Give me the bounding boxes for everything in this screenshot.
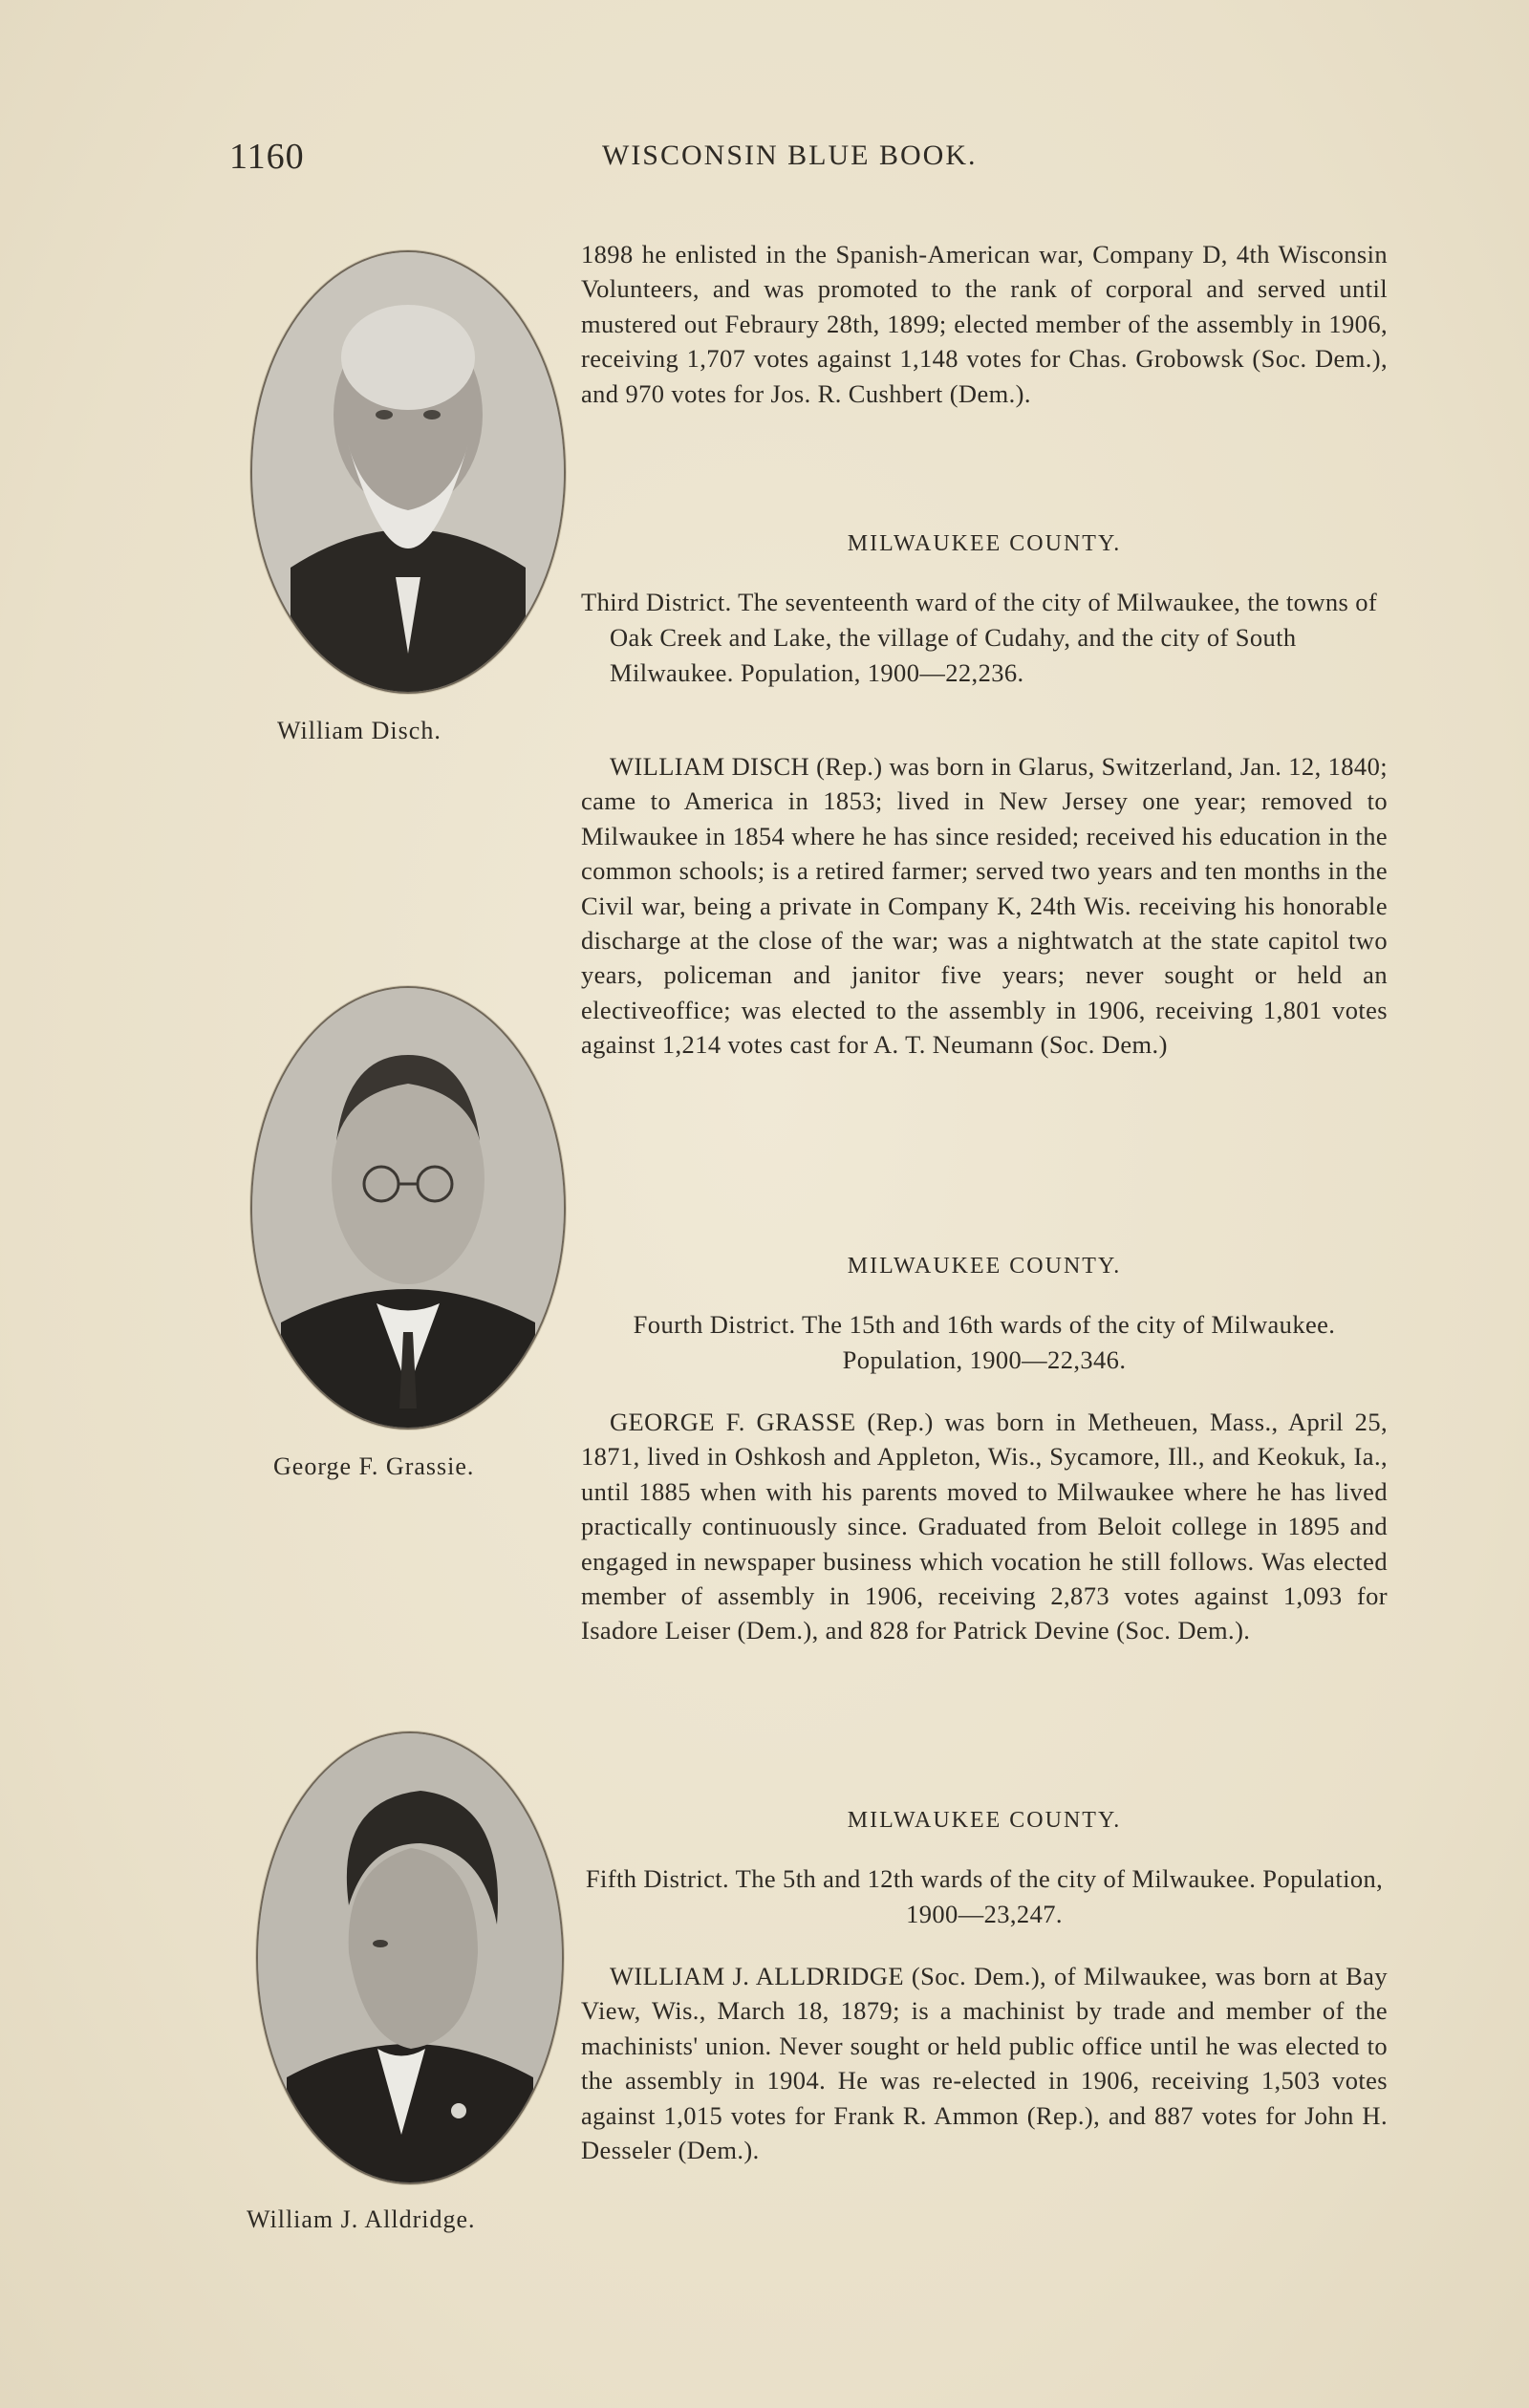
page-header: [0, 136, 1529, 183]
page-number: 1160: [229, 137, 305, 177]
caption-william-alldridge: William J. Alldridge.: [247, 2205, 476, 2233]
county-heading-1: MILWAUKEE COUNTY.: [847, 531, 1122, 556]
intro-text: 1898 he enlisted in the Spanish-American war, Company D, 4th Wisconsin Volunteers, and was promoted to the rank of corporal and served until mustered out Febraury 28th, 1899; elected member of the assembly in 1906, receiving 1,707 votes against 1,148 votes for Chas. Grobowsk (Soc. Dem.), and 970 votes for Jos. R. Cushbert (Dem.).: [581, 240, 1388, 408]
district-description-3: [581, 1861, 1388, 1932]
district-text-1: Third District. The seventeenth ward of the city of Milwaukee, the towns of Oak Creek and Lake, the village of Cudahy, and the city of South Milwaukee. Population, 1900—22,236.: [581, 588, 1378, 687]
district-description-1: [581, 585, 1388, 691]
bio-william-alldridge: [581, 1959, 1388, 2167]
portrait-william-alldridge: [256, 1731, 564, 2184]
county-heading-2: MILWAUKEE COUNTY.: [847, 1254, 1122, 1279]
bio-william-disch: [581, 749, 1388, 1063]
running-title: WISCONSIN BLUE BOOK.: [602, 140, 978, 171]
district-text-3: Fifth District. The 5th and 12th wards of the city of Milwaukee. Population, 1900—23,247.: [585, 1864, 1384, 1928]
bio-george-grassie: [581, 1405, 1388, 1648]
portrait-william-disch: [250, 250, 566, 694]
district-text-2: Fourth District. The 15th and 16th wards of the city of Milwaukee. Population, 1900—22,346.: [633, 1310, 1336, 1374]
district-description-2: [581, 1307, 1388, 1378]
bio-text-3: WILLIAM J. ALLDRIDGE (Soc. Dem.), of Milwaukee, was born at Bay View, Wis., March 18, 1879; is a machinist by trade and member of the machinists' union. Never sought or held public office until he was elected to the assembly in 1904. He was re-elected in 1906, receiving 1,503 votes against 1,015 votes for Frank R. Ammon (Rep.), and 887 votes for John H. Desseler (Dem.).: [581, 1962, 1388, 2165]
county-heading-3: MILWAUKEE COUNTY.: [847, 1808, 1122, 1833]
caption-william-disch: William Disch.: [277, 717, 441, 744]
portrait-george-grassie: [250, 986, 566, 1430]
bio-text-1: WILLIAM DISCH (Rep.) was born in Glarus, Switzerland, Jan. 12, 1840; came to America in 1853; lived in New Jersey one year; removed to Milwaukee in 1854 where he has since resided; received his education in the common schools; is a retired farmer; served two years and ten months in the Civil war, being a private in Company K, 24th Wis. receiving his honorable discharge at the close of the war; was a nightwatch at the state capitol two years, policeman and janitor five years; never sought or held an electiveoffice; was elected to the assembly in 1906, receiving 1,801 votes against 1,214 votes cast for A. T. Neumann (Soc. Dem.): [581, 752, 1388, 1060]
portrait-man-profile-icon: [258, 1733, 562, 2182]
caption-george-grassie: George F. Grassie.: [273, 1452, 475, 1480]
bio-text-2: GEORGE F. GRASSE (Rep.) was born in Metheuen, Mass., April 25, 1871, lived in Oshkosh and Appleton, Wis., Sycamore, Ill., and Keokuk, Ia., until 1885 when with his parents moved to Milwaukee where he has lived practically continuously since. Graduated from Beloit college in 1895 and engaged in newspaper business which vocation he still follows. Was elected member of assembly in 1906, receiving 2,873 votes against 1,093 for Isadore Leiser (Dem.), and 828 for Patrick Devine (Soc. Dem.).: [581, 1408, 1388, 1645]
portrait-man-spectacles-icon: [252, 988, 564, 1428]
portrait-bearded-man-icon: [252, 252, 564, 692]
intro-paragraph: [581, 237, 1388, 411]
